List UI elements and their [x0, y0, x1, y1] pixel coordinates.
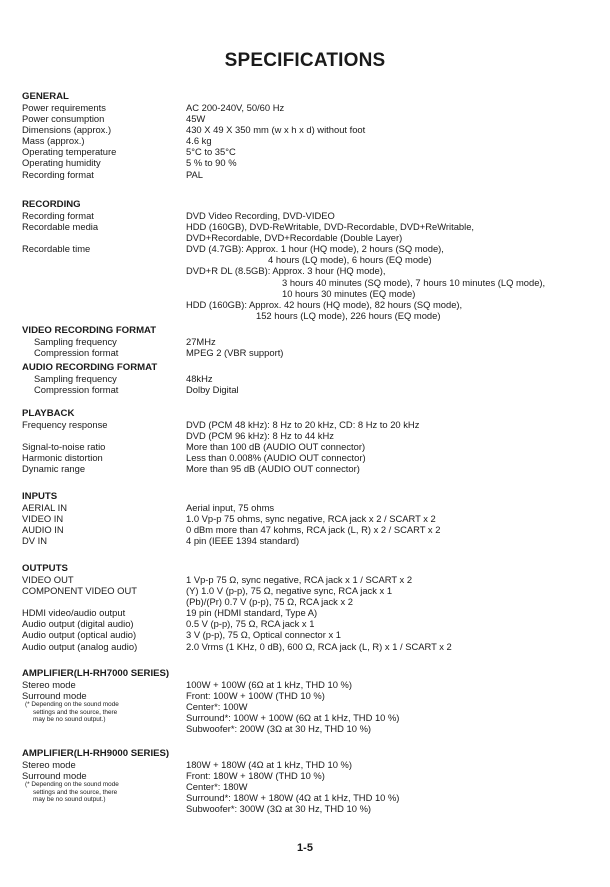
spec-label: Surround mode [22, 770, 87, 782]
spec-label: Signal-to-noise ratio [22, 441, 106, 453]
spec-value [186, 113, 592, 124]
spec-row [22, 373, 592, 384]
page-title: SPECIFICATIONS [224, 50, 386, 71]
spec-label: Stereo mode [22, 679, 76, 690]
section-audio-recording-format [22, 362, 592, 395]
spec-label: Power requirements [22, 102, 106, 113]
spec-value-line: Surround*: 180W + 180W (4Ω at 1 kHz, THD 10 %) [186, 792, 400, 804]
footnote-line: (* Depending on the sound mode [25, 781, 119, 789]
spec-label: Recordable media [22, 221, 99, 233]
spec-value [186, 157, 592, 168]
spec-value-line: Center*: 180W [186, 781, 248, 793]
spec-label: AUDIO IN [22, 524, 64, 536]
spec-value [186, 221, 592, 243]
spec-value [186, 347, 592, 358]
spec-label: Surround mode [22, 690, 87, 702]
spec-value-line: 0.5 V (p-p), 75 Ω, RCA jack x 1 [186, 618, 315, 630]
spec-row [22, 243, 592, 321]
section-amplifier-rh9000 [22, 748, 592, 814]
spec-label: DV IN [22, 535, 48, 547]
spec-value [186, 146, 592, 157]
section-playback [22, 408, 592, 474]
spec-label: Recording format [22, 168, 94, 180]
spec-value [186, 169, 592, 180]
spec-row [22, 618, 592, 629]
spec-value-line: 4 hours (LQ mode), 6 hours (EQ mode) [268, 254, 432, 266]
spec-value-line: 3 V (p-p), 75 Ω, Optical connector x 1 [186, 629, 341, 641]
page-number: 1-5 [297, 842, 313, 854]
spec-label: Recording format [22, 210, 94, 221]
spec-label: Recordable time [22, 243, 91, 255]
spec-value-line: HDD (160GB): Approx. 42 hours (HQ mode), 82 hours (SQ mode), [186, 298, 463, 310]
spec-value-line: 100W + 100W (6Ω at 1 kHz, THD 10 %) [186, 679, 353, 690]
footnote-line: may be no sound output.) [33, 715, 106, 723]
spec-value-line: 4.6 kg [186, 135, 212, 147]
spec-value-line: 3 hours 40 minutes (SQ mode), 7 hours 10 minutes (LQ mode), [282, 276, 546, 288]
spec-value [186, 535, 592, 546]
spec-label: Operating humidity [22, 157, 101, 169]
spec-label: Compression format [34, 347, 119, 359]
spec-value [186, 384, 592, 395]
spec-label: AERIAL IN [22, 502, 67, 513]
spec-label: Audio output (digital audio) [22, 618, 134, 630]
footnote [25, 781, 175, 803]
spec-label: Mass (approx.) [22, 135, 85, 147]
spec-row [22, 102, 592, 113]
spec-value [186, 373, 592, 384]
spec-value-line: Subwoofer*: 300W (3Ω at 30 Hz, THD 10 %) [186, 803, 372, 815]
section-general [22, 91, 592, 180]
spec-value [186, 135, 592, 146]
spec-value [186, 759, 592, 770]
spec-label: COMPONENT VIDEO OUT [22, 585, 137, 597]
spec-row [22, 502, 592, 513]
spec-value-line: 0 dBm more than 47 kohms, RCA jack (L, R) x 2 / SCART x 2 [186, 524, 441, 536]
spec-row [22, 629, 592, 640]
section-recording [22, 199, 592, 321]
spec-value-line: Subwoofer*: 200W (3Ω at 30 Hz, THD 10 %) [186, 723, 372, 735]
spec-row [22, 336, 592, 347]
spec-value-line: (Y) 1.0 V (p-p), 75 Ω, negative sync, RCA jack x 1 [186, 585, 393, 597]
spec-row [22, 452, 592, 463]
footnote-line: may be no sound output.) [33, 795, 106, 803]
spec-label: Audio output (analog audio) [22, 640, 138, 652]
spec-row [22, 513, 592, 524]
spec-value-line: Front: 180W + 180W (THD 10 %) [186, 770, 325, 782]
spec-value-line: 45W [186, 113, 206, 125]
spec-value-line: 152 hours (LQ mode), 226 hours (EQ mode) [256, 309, 441, 321]
spec-row [22, 535, 592, 546]
spec-row [22, 347, 592, 358]
spec-value-line: (Pb)/(Pr) 0.7 V (p-p), 75 Ω, RCA jack x 2 [186, 596, 353, 608]
spec-value-line: 5 % to 90 % [186, 157, 237, 169]
spec-row [22, 463, 592, 474]
spec-row [22, 419, 592, 441]
spec-row [22, 441, 592, 452]
section-heading: AMPLIFIER(LH-RH7000 SERIES) [22, 668, 170, 679]
spec-label: Stereo mode [22, 759, 76, 770]
spec-value [186, 102, 592, 113]
spec-value [186, 210, 592, 221]
spec-value [186, 243, 592, 321]
spec-value-line: 2.0 Vrms (1 KHz, 0 dB), 600 Ω, RCA jack (L, R) x 1 / SCART x 2 [186, 640, 452, 652]
section-video-recording-format [22, 325, 592, 358]
spec-label: VIDEO OUT [22, 574, 74, 585]
spec-label: Sampling frequency [34, 373, 117, 384]
spec-row [22, 690, 592, 734]
spec-row [22, 221, 592, 243]
spec-row [22, 679, 592, 690]
spec-row [22, 574, 592, 585]
spec-value-line: 5°C to 35°C [186, 146, 236, 158]
footnote-line: (* Depending on the sound mode [25, 701, 119, 709]
spec-label: Power consumption [22, 113, 105, 125]
spec-value-line: 4 pin (IEEE 1394 standard) [186, 535, 300, 547]
spec-row [22, 770, 592, 814]
section-heading: AUDIO RECORDING FORMAT [22, 362, 158, 373]
spec-value-line: 180W + 180W (4Ω at 1 kHz, THD 10 %) [186, 759, 353, 770]
spec-value-line: Center*: 100W [186, 701, 248, 713]
spec-row [22, 759, 592, 770]
spec-value-line: Dolby Digital [186, 384, 239, 396]
spec-value [186, 513, 592, 524]
spec-label: HDMI video/audio output [22, 607, 126, 619]
spec-value [186, 574, 592, 585]
section-heading: INPUTS [22, 491, 58, 502]
spec-value-line: Less than 0.008% (AUDIO OUT connector) [186, 452, 366, 464]
spec-value [186, 524, 592, 535]
spec-value-line: DVD (PCM 96 kHz): 8 Hz to 44 kHz [186, 430, 334, 442]
spec-value [186, 452, 592, 463]
spec-value [186, 629, 592, 640]
spec-label: Harmonic distortion [22, 452, 103, 464]
spec-value-line: DVD+Recordable, DVD+Recordable (Double Layer) [186, 232, 403, 244]
spec-value [186, 679, 592, 690]
spec-value [186, 607, 592, 618]
spec-value [186, 441, 592, 452]
section-inputs [22, 491, 592, 546]
spec-row [22, 113, 592, 124]
spec-label: Dynamic range [22, 463, 86, 475]
spec-value-line: PAL [186, 168, 204, 180]
spec-value-line: More than 100 dB (AUDIO OUT connector) [186, 441, 366, 453]
spec-label: Dimensions (approx.) [22, 124, 112, 136]
section-heading: OUTPUTS [22, 563, 68, 574]
spec-value [186, 502, 592, 513]
spec-value [186, 336, 592, 347]
section-heading: RECORDING [22, 199, 81, 210]
spec-value [186, 641, 592, 652]
spec-label: Operating temperature [22, 146, 117, 158]
spec-value [186, 618, 592, 629]
spec-row [22, 169, 592, 180]
spec-value-line: HDD (160GB), DVD-ReWritable, DVD-Recordable, DVD+ReWritable, [186, 221, 475, 233]
section-heading: VIDEO RECORDING FORMAT [22, 325, 157, 336]
spec-row [22, 157, 592, 168]
spec-value-line: 10 hours 30 minutes (EQ mode) [282, 287, 416, 299]
spec-row [22, 585, 592, 607]
spec-value-line: DVD Video Recording, DVD-VIDEO [186, 210, 335, 221]
spec-value-line: MPEG 2 (VBR support) [186, 347, 284, 359]
footnote-line: settings and the source, there [33, 788, 118, 796]
section-heading: GENERAL [22, 91, 69, 102]
spec-label: VIDEO IN [22, 513, 64, 525]
spec-value-line: DVD+R DL (8.5GB): Approx. 3 hour (HQ mode), [186, 265, 386, 277]
spec-row [22, 146, 592, 157]
spec-row [22, 124, 592, 135]
spec-value-line: 19 pin (HDMI standard, Type A) [186, 607, 318, 619]
spec-row [22, 210, 592, 221]
footnote [25, 701, 175, 723]
spec-label: Sampling frequency [34, 336, 117, 347]
spec-value [186, 419, 592, 441]
spec-row [22, 607, 592, 618]
spec-value-line: 27MHz [186, 336, 216, 347]
spec-label: Audio output (optical audio) [22, 629, 137, 641]
spec-value-line: 430 X 49 X 350 mm (w x h x d) without foot [186, 124, 366, 136]
section-amplifier-rh7000 [22, 668, 592, 734]
spec-value-line: 1 Vp-p 75 Ω, sync negative, RCA jack x 1 / SCART x 2 [186, 574, 413, 585]
spec-row [22, 384, 592, 395]
spec-row [22, 641, 592, 652]
spec-value-line: AC 200-240V, 50/60 Hz [186, 102, 285, 113]
spec-row [22, 524, 592, 535]
spec-value-line: Front: 100W + 100W (THD 10 %) [186, 690, 325, 702]
section-heading: PLAYBACK [22, 408, 75, 419]
spec-value-line: More than 95 dB (AUDIO OUT connector) [186, 463, 360, 475]
spec-value-line: DVD (4.7GB): Approx. 1 hour (HQ mode), 2 hours (SQ mode), [186, 243, 444, 255]
spec-value-line: Aerial input, 75 ohms [186, 502, 275, 513]
section-heading: AMPLIFIER(LH-RH9000 SERIES) [22, 748, 170, 759]
spec-value [186, 770, 592, 814]
spec-value [186, 585, 592, 607]
spec-value [186, 124, 592, 135]
spec-label: Frequency response [22, 419, 108, 430]
spec-value-line: 1.0 Vp-p 75 ohms, sync negative, RCA jack x 2 / SCART x 2 [186, 513, 436, 525]
spec-row [22, 135, 592, 146]
spec-value-line: 48kHz [186, 373, 213, 384]
spec-value-line: DVD (PCM 48 kHz): 8 Hz to 20 kHz, CD: 8 Hz to 20 kHz [186, 419, 420, 430]
spec-value-line: Surround*: 100W + 100W (6Ω at 1 kHz, THD 10 %) [186, 712, 400, 724]
spec-value [186, 690, 592, 734]
spec-value [186, 463, 592, 474]
footnote-line: settings and the source, there [33, 708, 118, 716]
section-outputs [22, 563, 592, 652]
spec-label: Compression format [34, 384, 119, 396]
